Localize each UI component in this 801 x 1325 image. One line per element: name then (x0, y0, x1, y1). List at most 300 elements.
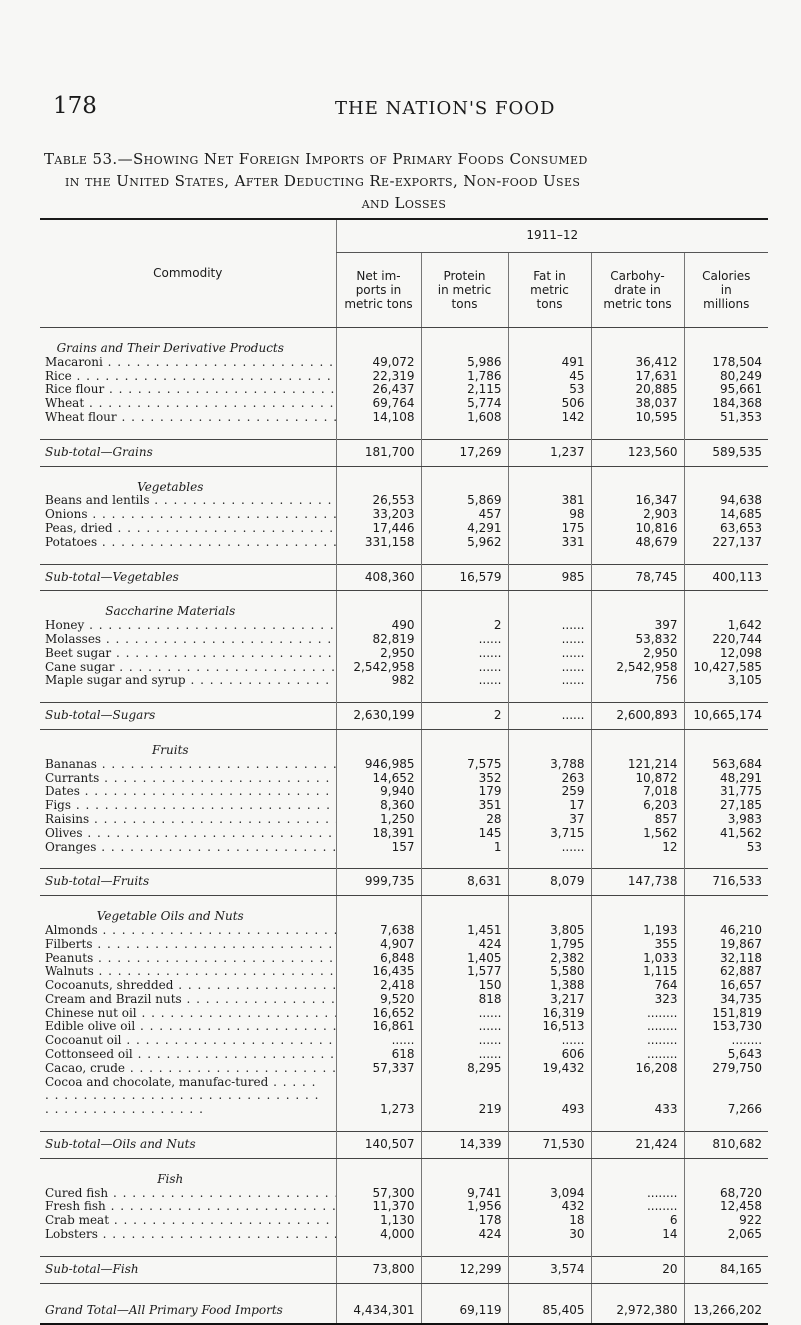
commodity-label: Maple sugar and syrup . . . (45, 674, 336, 688)
value-cell: 14 (591, 1228, 684, 1242)
spacer-cell (421, 550, 508, 565)
spacer-cell (336, 466, 421, 481)
subtotal-row (40, 564, 768, 591)
spacer-cell (336, 425, 421, 440)
value-cell: 73,800 (336, 1256, 421, 1283)
grand-total-row (40, 1298, 768, 1325)
value-cell: 1,405 (421, 952, 508, 966)
value-cell: ...... (508, 1034, 591, 1048)
commodity-name (40, 1214, 336, 1228)
commodity-name (40, 522, 336, 536)
section-title: Saccharine Materials (105, 605, 236, 619)
commodity-label: Filberts . . . (45, 938, 336, 952)
value-cell: 16,657 (684, 979, 768, 993)
spacer-cell (591, 1283, 684, 1298)
value-cell: 94,638 (684, 494, 768, 508)
spacer-cell (508, 1242, 591, 1257)
commodity-name (40, 703, 336, 730)
value-cell: ...... (421, 633, 508, 647)
spacer-cell (591, 854, 684, 869)
spacer-cell (684, 854, 768, 869)
value-cell: 12 (591, 841, 684, 855)
empty-cell (508, 605, 591, 619)
table-row (40, 1062, 768, 1076)
food-imports-table (40, 220, 768, 1325)
commodity-name (40, 979, 336, 993)
value-cell: 181,700 (336, 439, 421, 466)
spacer-row (40, 591, 768, 606)
value-cell: 857 (591, 813, 684, 827)
value-cell: 16,435 (336, 965, 421, 979)
value-cell: 351 (421, 799, 508, 813)
value-cell: 10,427,585 (684, 661, 768, 675)
value-cell: 62,887 (684, 965, 768, 979)
value-cell: 323 (591, 993, 684, 1007)
value-cell: 1,033 (591, 952, 684, 966)
empty-cell (684, 342, 768, 356)
spacer-cell (336, 854, 421, 869)
spacer-cell (684, 425, 768, 440)
spacer-cell (684, 1242, 768, 1257)
value-cell: 227,137 (684, 536, 768, 550)
commodity-label: Sub-total—Vegetables (45, 569, 179, 584)
value-cell: 606 (508, 1048, 591, 1062)
subtotal-row (40, 1256, 768, 1283)
spacer-row (40, 466, 768, 481)
value-cell: 123,560 (591, 439, 684, 466)
spacer-row (40, 1117, 768, 1132)
value-cell: 7,575 (421, 758, 508, 772)
empty-cell (591, 744, 684, 758)
commodity-name (40, 952, 336, 966)
value-cell: 21,424 (591, 1132, 684, 1159)
value-cell: ........ (591, 1034, 684, 1048)
empty-cell (508, 1173, 591, 1187)
value-cell: 19,432 (508, 1062, 591, 1076)
commodity-label: Fresh fish . . . (45, 1200, 336, 1214)
value-cell: 80,249 (684, 370, 768, 384)
value-cell: 142 (508, 411, 591, 425)
spacer-cell (508, 1283, 591, 1298)
commodity-name (40, 1200, 336, 1214)
table-row (40, 494, 768, 508)
value-cell: ........ (591, 1200, 684, 1214)
value-cell: 18 (508, 1214, 591, 1228)
value-cell: 53 (684, 841, 768, 855)
empty-cell (508, 910, 591, 924)
value-cell: 2,115 (421, 383, 508, 397)
spacer-row (40, 328, 768, 343)
spacer-cell (684, 729, 768, 744)
table-row (40, 356, 768, 370)
commodity-name (40, 439, 336, 466)
value-cell: 1,250 (336, 813, 421, 827)
value-cell: 98 (508, 508, 591, 522)
value-cell: 2,065 (684, 1228, 768, 1242)
spacer-cell (591, 466, 684, 481)
empty-cell (421, 342, 508, 356)
value-cell: 10,872 (591, 772, 684, 786)
table-row (40, 411, 768, 425)
value-cell: 2,542,958 (336, 661, 421, 675)
spacer-cell (591, 688, 684, 703)
value-cell: 408,360 (336, 564, 421, 591)
value-cell: 331 (508, 536, 591, 550)
commodity-name (40, 1062, 336, 1076)
spacer-cell (591, 550, 684, 565)
spacer-cell (421, 1117, 508, 1132)
commodity-label: Sub-total—Fish (45, 1261, 139, 1276)
value-cell: 2 (421, 703, 508, 730)
table-row (40, 993, 768, 1007)
spacer-cell (336, 328, 421, 343)
value-cell: 16,208 (591, 1062, 684, 1076)
spacer-cell (421, 1158, 508, 1173)
empty-cell (591, 481, 684, 495)
value-cell: 355 (591, 938, 684, 952)
commodity-label: Grand Total—All Primary Food Imports (45, 1302, 283, 1317)
commodity-label: Molasses . . . (45, 633, 336, 647)
spacer-row (40, 896, 768, 911)
spacer-cell (421, 729, 508, 744)
value-cell: ...... (421, 647, 508, 661)
value-cell: 946,985 (336, 758, 421, 772)
spacer-cell (684, 328, 768, 343)
value-cell: 4,434,301 (336, 1298, 421, 1325)
value-cell: 5,986 (421, 356, 508, 370)
value-cell: ...... (508, 841, 591, 855)
commodity-label: Sub-total—Sugars (45, 708, 156, 723)
subtotal-row (40, 439, 768, 466)
table-row (40, 1187, 768, 1201)
value-cell: 184,368 (684, 397, 768, 411)
value-cell: 2,630,199 (336, 703, 421, 730)
commodity-name (40, 924, 336, 938)
value-cell: 57,300 (336, 1187, 421, 1201)
running-head: THE NATION'S FOOD (335, 98, 556, 119)
value-cell: 1,451 (421, 924, 508, 938)
empty-cell (508, 342, 591, 356)
commodity-name (40, 1228, 336, 1242)
table-row (40, 979, 768, 993)
value-cell: 1 (421, 841, 508, 855)
value-cell: 46,210 (684, 924, 768, 938)
value-cell: 48,291 (684, 772, 768, 786)
value-cell: 14,685 (684, 508, 768, 522)
commodity-label: Potatoes . . . (45, 536, 336, 550)
value-cell: 263 (508, 772, 591, 786)
value-cell: 2,600,893 (591, 703, 684, 730)
value-cell: 20 (591, 1256, 684, 1283)
spacer-cell (421, 688, 508, 703)
value-cell: 10,816 (591, 522, 684, 536)
spacer-cell (508, 1117, 591, 1132)
value-cell: 5,869 (421, 494, 508, 508)
value-cell: 32,118 (684, 952, 768, 966)
value-cell: 14,108 (336, 411, 421, 425)
empty-cell (336, 1173, 421, 1187)
value-cell: 490 (336, 619, 421, 633)
value-cell: 1,577 (421, 965, 508, 979)
section-title: Fish (157, 1172, 184, 1186)
spacer-cell (421, 466, 508, 481)
value-cell: 16,319 (508, 1007, 591, 1021)
section-title: Vegetable Oils and Nuts (96, 910, 244, 924)
caption-line: Table 53.—Showing Net Foreign Imports of Primary Foods Consumed (44, 150, 588, 168)
spacer-cell (336, 729, 421, 744)
value-cell: 1,795 (508, 938, 591, 952)
table-row (40, 1076, 768, 1117)
value-cell: 26,553 (336, 494, 421, 508)
empty-cell (591, 342, 684, 356)
table-row (40, 536, 768, 550)
value-cell: 10,595 (591, 411, 684, 425)
value-cell: 331,158 (336, 536, 421, 550)
commodity-name (40, 938, 336, 952)
table-row (40, 674, 768, 688)
value-cell: 2 (421, 619, 508, 633)
table-row (40, 1048, 768, 1062)
spacer-cell (684, 688, 768, 703)
table-row (40, 508, 768, 522)
value-cell: 1,115 (591, 965, 684, 979)
section-title: Fruits (151, 743, 189, 757)
spacer-cell (40, 729, 336, 744)
value-cell: 69,119 (421, 1298, 508, 1325)
value-cell: 9,940 (336, 785, 421, 799)
section-heading-row (40, 1173, 768, 1187)
value-cell: ...... (421, 1020, 508, 1034)
value-cell: 3,805 (508, 924, 591, 938)
value-cell: 3,217 (508, 993, 591, 1007)
commodity-label: Raisins . . . (45, 813, 336, 827)
spacer-cell (336, 1242, 421, 1257)
value-cell: 2,972,380 (591, 1298, 684, 1325)
commodity-name (40, 674, 336, 688)
value-cell: 7,638 (336, 924, 421, 938)
commodity-name (40, 1034, 336, 1048)
subtotal-row (40, 869, 768, 896)
commodity-label: Oranges . . . (45, 841, 336, 855)
value-cell: 33,203 (336, 508, 421, 522)
value-cell: 381 (508, 494, 591, 508)
value-cell: 16,861 (336, 1020, 421, 1034)
commodity-label: Currants . . . (45, 772, 336, 786)
commodity-name (40, 813, 336, 827)
value-cell: 16,652 (336, 1007, 421, 1021)
value-cell: 985 (508, 564, 591, 591)
value-cell: 1,273 (336, 1076, 421, 1117)
value-cell: 53,832 (591, 633, 684, 647)
empty-cell (421, 481, 508, 495)
spacer-row (40, 688, 768, 703)
value-cell: 3,574 (508, 1256, 591, 1283)
value-cell: 41,562 (684, 827, 768, 841)
value-cell: ...... (421, 1048, 508, 1062)
value-cell: 764 (591, 979, 684, 993)
spacer-cell (508, 425, 591, 440)
value-cell: 121,214 (591, 758, 684, 772)
spacer-cell (40, 425, 336, 440)
commodity-label: Cocoa and chocolate, manufac-tured . . . (45, 1076, 322, 1117)
spacer-cell (40, 466, 336, 481)
commodity-name (40, 1132, 336, 1159)
section-heading-row (40, 481, 768, 495)
spacer-cell (336, 1117, 421, 1132)
value-cell: ...... (421, 674, 508, 688)
value-cell: 6,203 (591, 799, 684, 813)
table-caption (44, 148, 764, 214)
spacer-row (40, 550, 768, 565)
value-cell: 1,562 (591, 827, 684, 841)
value-cell: 8,079 (508, 869, 591, 896)
commodity-label: Cacao, crude . . . (45, 1062, 336, 1076)
section-heading-row (40, 910, 768, 924)
spacer-cell (684, 1117, 768, 1132)
spacer-cell (591, 896, 684, 911)
value-cell: 9,741 (421, 1187, 508, 1201)
commodity-label: Peanuts . . . (45, 952, 336, 966)
value-cell: ...... (508, 674, 591, 688)
commodity-name (40, 785, 336, 799)
table-row (40, 1200, 768, 1214)
commodity-label: Chinese nut oil . . . (45, 1007, 336, 1021)
empty-cell (684, 481, 768, 495)
value-cell: 8,295 (421, 1062, 508, 1076)
value-cell: 82,819 (336, 633, 421, 647)
commodity-label: Rice . . . (45, 370, 336, 384)
value-cell: ........ (591, 1187, 684, 1201)
value-cell: 157 (336, 841, 421, 855)
value-cell: 1,130 (336, 1214, 421, 1228)
commodity-label: Almonds . . . (45, 924, 336, 938)
value-cell: 2,950 (591, 647, 684, 661)
table-row (40, 633, 768, 647)
commodity-label: Cottonseed oil . . . (45, 1048, 336, 1062)
table-row (40, 813, 768, 827)
value-cell: 17,269 (421, 439, 508, 466)
section-title: Vegetables (137, 480, 204, 494)
value-cell: 57,337 (336, 1062, 421, 1076)
value-cell: 26,437 (336, 383, 421, 397)
value-cell: 95,661 (684, 383, 768, 397)
spacer-cell (591, 1242, 684, 1257)
spacer-cell (40, 1283, 336, 1298)
value-cell: ...... (508, 703, 591, 730)
spacer-cell (40, 854, 336, 869)
table-row (40, 965, 768, 979)
column-header: Calories in millions (684, 253, 768, 328)
value-cell: 4,907 (336, 938, 421, 952)
commodity-label: Peas, dried . . . (45, 522, 336, 536)
commodity-name (40, 758, 336, 772)
spacer-cell (684, 550, 768, 565)
value-cell: 150 (421, 979, 508, 993)
value-cell: ...... (336, 1034, 421, 1048)
table-row (40, 397, 768, 411)
table-row (40, 1228, 768, 1242)
value-cell: 20,885 (591, 383, 684, 397)
spacer-cell (508, 466, 591, 481)
spacer-row (40, 425, 768, 440)
year-header: 1911–12 (336, 220, 768, 253)
value-cell: 220,744 (684, 633, 768, 647)
subtotal-row (40, 703, 768, 730)
spacer-cell (421, 328, 508, 343)
value-cell: 7,266 (684, 1076, 768, 1117)
value-cell: 3,094 (508, 1187, 591, 1201)
spacer-row (40, 729, 768, 744)
caption-line: and Losses (361, 194, 447, 212)
value-cell: 1,193 (591, 924, 684, 938)
value-cell: ...... (508, 661, 591, 675)
value-cell: ........ (684, 1034, 768, 1048)
spacer-cell (336, 688, 421, 703)
table-row (40, 785, 768, 799)
table-row (40, 827, 768, 841)
value-cell: 424 (421, 938, 508, 952)
value-cell: 38,037 (591, 397, 684, 411)
value-cell: 563,684 (684, 758, 768, 772)
empty-cell (421, 744, 508, 758)
value-cell: 279,750 (684, 1062, 768, 1076)
spacer-cell (684, 1158, 768, 1173)
spacer-cell (684, 466, 768, 481)
value-cell: ...... (421, 1007, 508, 1021)
value-cell: 424 (421, 1228, 508, 1242)
value-cell: 4,000 (336, 1228, 421, 1242)
spacer-cell (336, 591, 421, 606)
value-cell: 45 (508, 370, 591, 384)
value-cell: 37 (508, 813, 591, 827)
value-cell: 30 (508, 1228, 591, 1242)
commodity-name (40, 411, 336, 425)
commodity-label: Onions . . . (45, 508, 336, 522)
commodity-label: Sub-total—Oils and Nuts (45, 1137, 196, 1152)
value-cell: ........ (591, 1020, 684, 1034)
column-header: Carbohy- drate in metric tons (591, 253, 684, 328)
value-cell: 49,072 (336, 356, 421, 370)
spacer-cell (591, 591, 684, 606)
value-cell: 259 (508, 785, 591, 799)
value-cell: 12,098 (684, 647, 768, 661)
commodity-label: Lobsters . . . (45, 1228, 336, 1242)
spacer-cell (684, 1283, 768, 1298)
commodity-name (40, 869, 336, 896)
commodity-name (40, 1187, 336, 1201)
empty-cell (591, 605, 684, 619)
value-cell: 506 (508, 397, 591, 411)
table-row (40, 924, 768, 938)
commodity-name (40, 494, 336, 508)
value-cell: 179 (421, 785, 508, 799)
spacer-cell (508, 550, 591, 565)
empty-cell (421, 910, 508, 924)
value-cell: 151,819 (684, 1007, 768, 1021)
value-cell: 16,513 (508, 1020, 591, 1034)
value-cell: 433 (591, 1076, 684, 1117)
value-cell: 6 (591, 1214, 684, 1228)
empty-cell (591, 1173, 684, 1187)
value-cell: ........ (591, 1048, 684, 1062)
value-cell: 1,956 (421, 1200, 508, 1214)
value-cell: 69,764 (336, 397, 421, 411)
commodity-name (40, 799, 336, 813)
value-cell: 810,682 (684, 1132, 768, 1159)
value-cell: 153,730 (684, 1020, 768, 1034)
spacer-cell (40, 688, 336, 703)
empty-cell (684, 605, 768, 619)
